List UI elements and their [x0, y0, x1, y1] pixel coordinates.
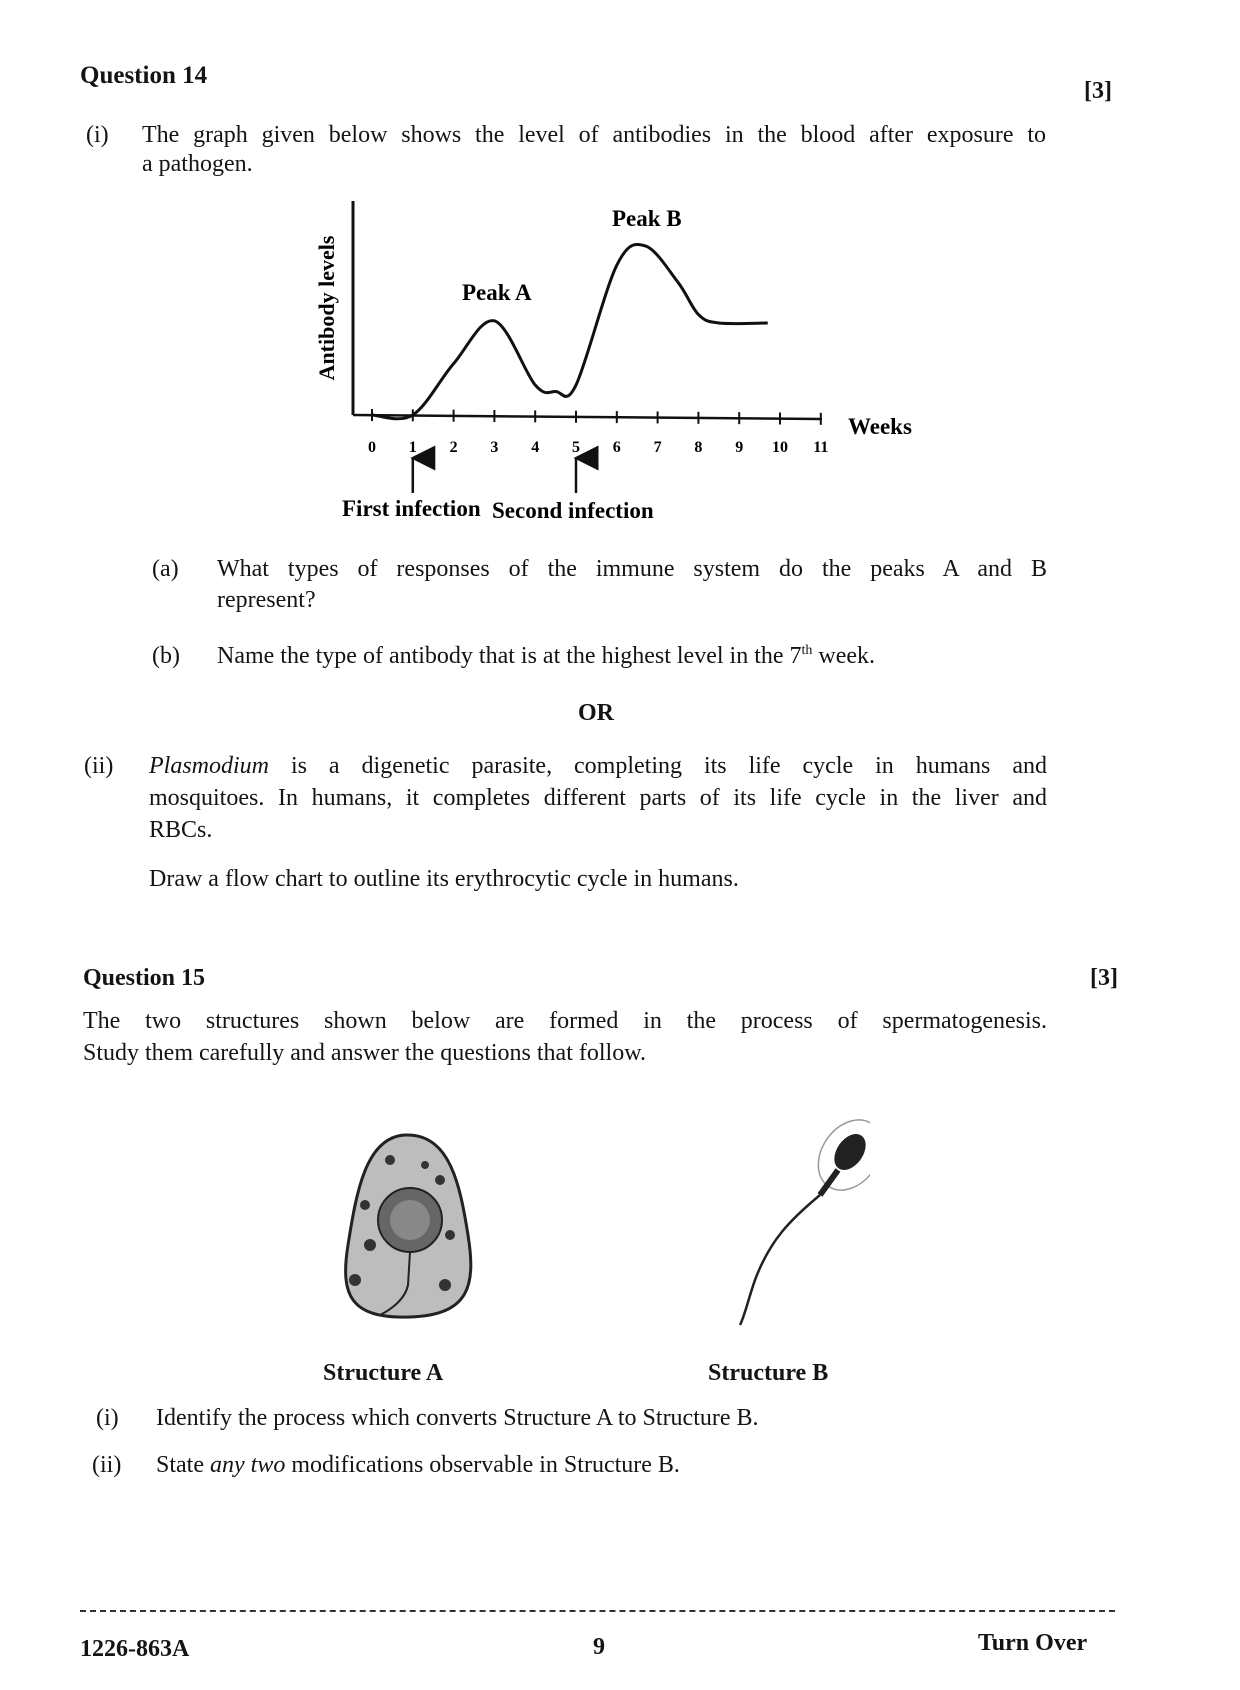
part-ii-line2: mosquitoes. In humans, it completes different parts of its life cycle in the liver and	[149, 785, 1047, 811]
x-tick-label: 3	[490, 439, 499, 456]
x-tick-label: 7	[653, 439, 662, 456]
x-axis-label: Weeks	[848, 414, 912, 439]
or-divider: OR	[578, 700, 614, 726]
subq-a-number: (a)	[152, 556, 179, 582]
x-tick-label: 4	[531, 439, 540, 456]
peak-a-label: Peak A	[462, 280, 532, 305]
x-tick-label: 6	[612, 439, 621, 456]
footer-divider	[80, 1610, 1115, 1612]
question-15-line1: The two structures shown below are formed in the process of spermatogenesis.	[83, 1008, 1047, 1034]
paper-code: 1226-863A	[80, 1636, 190, 1662]
q15-ii-text-start: State	[156, 1452, 210, 1478]
subq-a-line1: What types of responses of the immune system do the peaks A and B	[217, 556, 1047, 582]
x-tick-label: 9	[735, 439, 744, 456]
q15-i-number: (i)	[96, 1405, 119, 1431]
subq-a-line2: represent?	[217, 587, 316, 613]
antibody-curve	[372, 244, 768, 418]
question-15-line2: Study them carefully and answer the questions that follow.	[83, 1040, 646, 1066]
superscript-th: th	[801, 643, 813, 658]
x-tick-label: 10	[772, 439, 788, 456]
part-i-text-line1: The graph given below shows the level of antibodies in the blood after exposure to	[142, 122, 1046, 148]
q15-ii-italic: any two	[210, 1452, 286, 1478]
part-i-text-line2: a pathogen.	[142, 151, 253, 177]
x-tick-label: 2	[449, 439, 458, 456]
x-tick-label: 1	[408, 439, 417, 456]
turn-over: Turn Over	[978, 1630, 1088, 1656]
part-ii-line3: RBCs.	[149, 817, 213, 843]
first-infection-label: First infection	[342, 496, 481, 521]
part-i-number: (i)	[86, 122, 109, 148]
subq-b-text-end: week.	[812, 643, 876, 669]
structure-a-label: Structure A	[323, 1360, 444, 1386]
subq-b-number: (b)	[152, 643, 180, 669]
question-14-marks: [3]	[1084, 78, 1112, 104]
structure-a-spermatid-image	[330, 1125, 490, 1325]
x-tick-label: 5	[572, 439, 580, 456]
q15-ii-text	[156, 1452, 680, 1479]
y-axis-label: Antibody levels	[314, 235, 339, 381]
x-tick-label: 8	[694, 439, 703, 456]
subq-b-text-main: Name the type of antibody that is at the highest level in the 7	[217, 643, 802, 669]
plasmodium-italic: Plasmodium	[149, 753, 269, 779]
structure-b-sperm-image	[720, 1110, 870, 1330]
question-15-marks: [3]	[1090, 965, 1118, 991]
antibody-chart	[0, 0, 1240, 540]
page-number: 9	[593, 1634, 605, 1660]
q15-ii-text-end: modifications observable in Structure B.	[285, 1452, 680, 1478]
part-ii-number: (ii)	[84, 753, 114, 779]
second-infection-label: Second infection	[492, 498, 654, 523]
structure-b-label: Structure B	[708, 1360, 829, 1386]
q15-i-text: Identify the process which converts Structure A to Structure B.	[156, 1405, 759, 1431]
x-axis	[353, 415, 822, 419]
question-14-title: Question 14	[80, 62, 208, 89]
subq-b-text	[217, 643, 875, 670]
q15-ii-number: (ii)	[92, 1452, 122, 1478]
x-tick-label: 0	[368, 439, 376, 456]
peak-b-label: Peak B	[612, 206, 682, 231]
part-ii-line1	[149, 753, 1047, 780]
part-ii-line1-rest: is a digenetic parasite, completing its life cycle in humans and	[269, 753, 1047, 779]
question-15-title: Question 15	[83, 965, 206, 991]
x-tick-label: 11	[813, 439, 829, 456]
part-ii-line4: Draw a flow chart to outline its erythrocytic cycle in humans.	[149, 866, 739, 892]
